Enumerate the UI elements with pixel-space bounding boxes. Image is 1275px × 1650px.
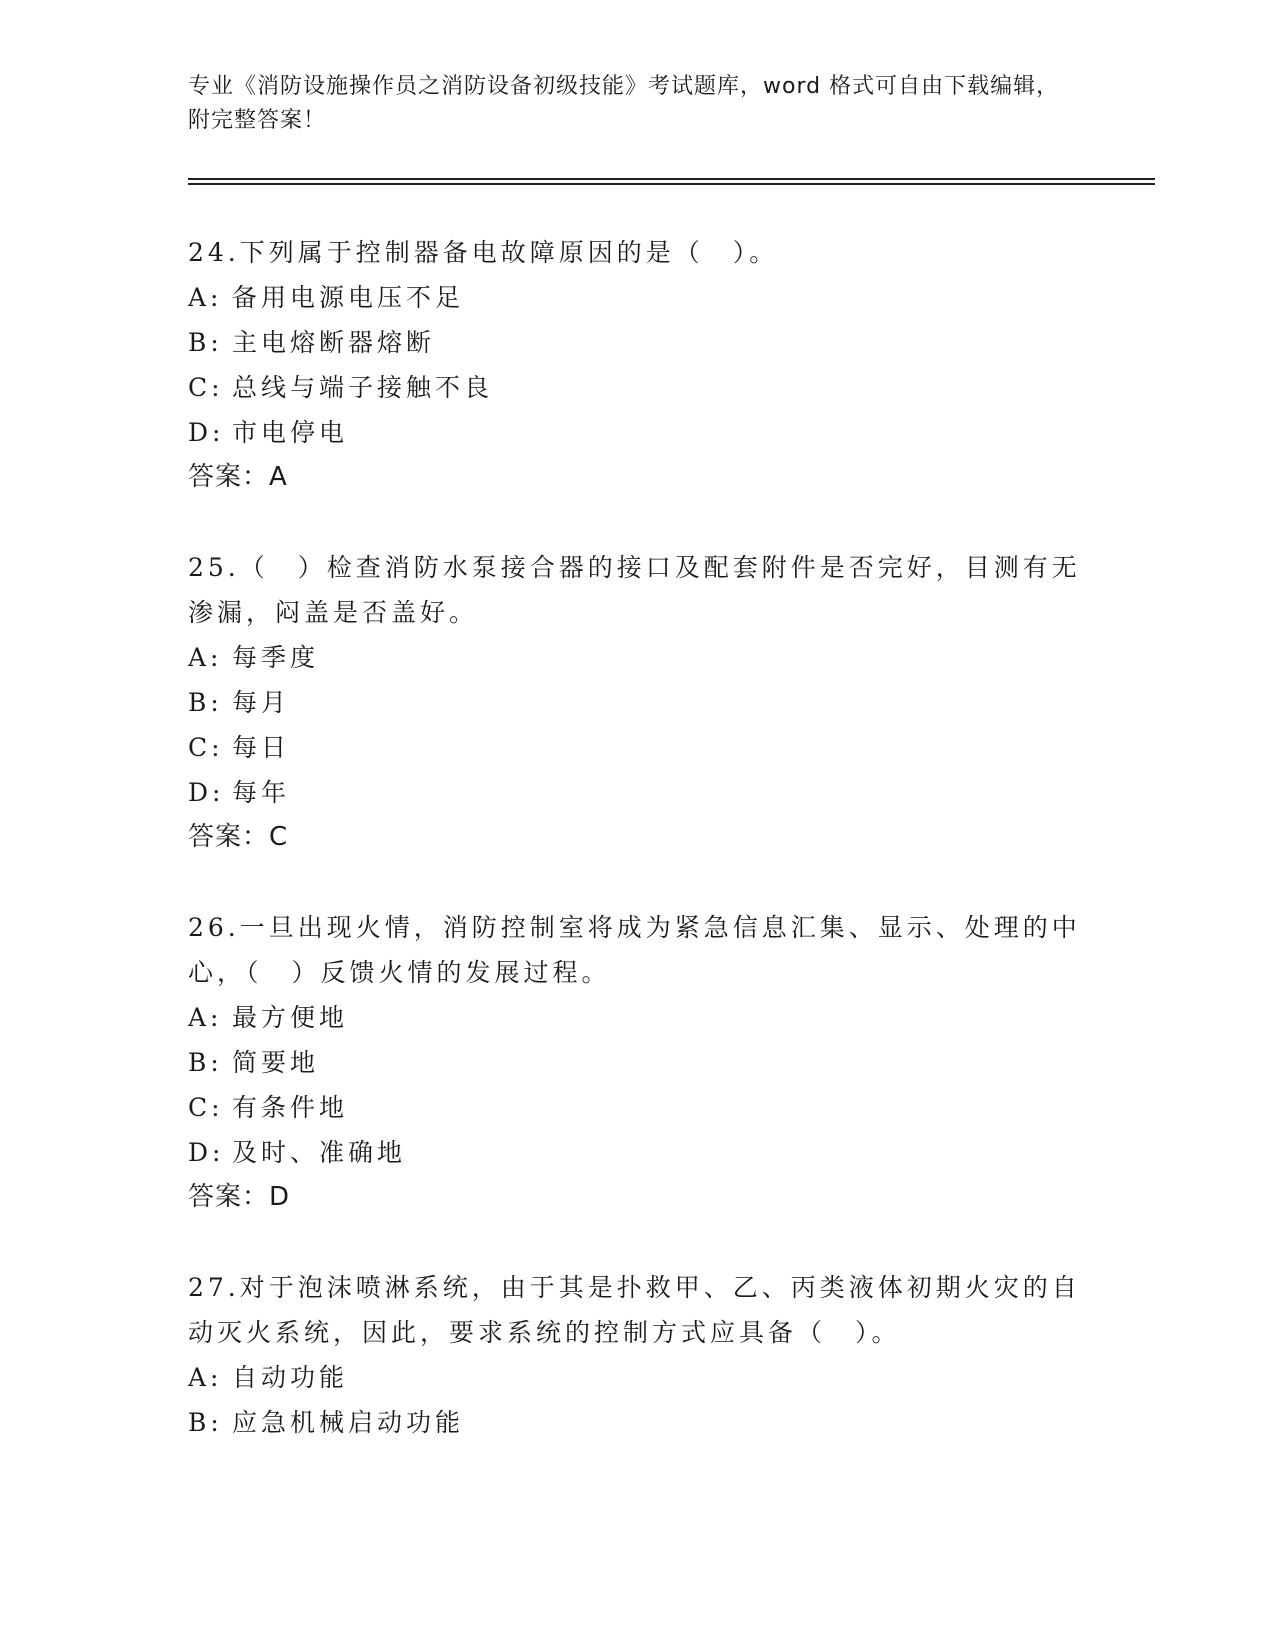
page-header: 专业《消防设施操作员之消防设备初级技能》考试题库，word 格式可自由下载编辑，附完整答案！ (188, 74, 1060, 133)
option-text: 应急机械启动功能 (232, 1408, 465, 1437)
option-letter: B: (188, 688, 223, 717)
option-text: 及时、准确地 (232, 1138, 407, 1167)
question-stem: 25.（ ）检查消防水泵接合器的接口及配套附件是否完好，目测有无渗漏，闷盖是否盖好。 (188, 553, 1081, 627)
option-text: 简要地 (232, 1048, 320, 1077)
question-stem: 27.对于泡沫喷淋系统，由于其是扑救甲、乙、丙类液体初期火灾的自动灭火系统，因此，要求系统的控制方式应具备（ ）。 (188, 1273, 1081, 1347)
option-letter: B: (188, 1048, 223, 1077)
option-text: 有条件地 (232, 1093, 349, 1122)
option-letter: D: (188, 778, 225, 807)
header-divider-bottom (188, 183, 1155, 185)
option-text: 每月 (232, 688, 291, 717)
option-b (188, 1400, 1088, 1445)
question-stem: 26.一旦出现火情，消防控制室将成为紧急信息汇集、显示、处理的中心，（ ）反馈火情的发展过程。 (188, 913, 1081, 987)
option-d (188, 410, 1088, 455)
answer-line: 答案：A (188, 462, 288, 492)
question-26 (188, 905, 1088, 1220)
question-25 (188, 545, 1088, 860)
option-letter: A: (188, 643, 223, 672)
option-a (188, 635, 1088, 680)
option-c (188, 1085, 1088, 1130)
option-a (188, 275, 1088, 320)
option-letter: C: (188, 373, 224, 402)
option-text: 每年 (232, 778, 291, 807)
option-d (188, 770, 1088, 815)
option-letter: A: (188, 1003, 223, 1032)
option-c (188, 725, 1088, 770)
option-letter: D: (188, 418, 225, 447)
question-list (188, 230, 1088, 1490)
option-text: 主电熔断器熔断 (232, 328, 436, 357)
option-text: 最方便地 (232, 1003, 349, 1032)
option-b (188, 320, 1088, 365)
option-text: 自动功能 (232, 1363, 349, 1392)
option-a (188, 1355, 1088, 1400)
answer-line: 答案：D (188, 1182, 291, 1212)
question-24 (188, 230, 1088, 500)
option-a (188, 995, 1088, 1040)
option-c (188, 365, 1088, 410)
question-stem: 24.下列属于控制器备电故障原因的是（ ）。 (188, 238, 779, 267)
option-text: 每日 (232, 733, 291, 762)
option-letter: B: (188, 328, 223, 357)
option-letter: B: (188, 1408, 223, 1437)
option-text: 每季度 (232, 643, 320, 672)
option-text: 市电停电 (232, 418, 349, 447)
option-b (188, 1040, 1088, 1085)
option-text: 总线与端子接触不良 (232, 373, 494, 402)
option-letter: C: (188, 1093, 224, 1122)
header-divider-top (188, 178, 1155, 180)
option-b (188, 680, 1088, 725)
option-d (188, 1130, 1088, 1175)
option-letter: C: (188, 733, 224, 762)
option-letter: D: (188, 1138, 225, 1167)
question-27 (188, 1265, 1088, 1445)
option-letter: A: (188, 283, 223, 312)
answer-line: 答案：C (188, 822, 289, 852)
option-letter: A: (188, 1363, 223, 1392)
option-text: 备用电源电压不足 (232, 283, 465, 312)
